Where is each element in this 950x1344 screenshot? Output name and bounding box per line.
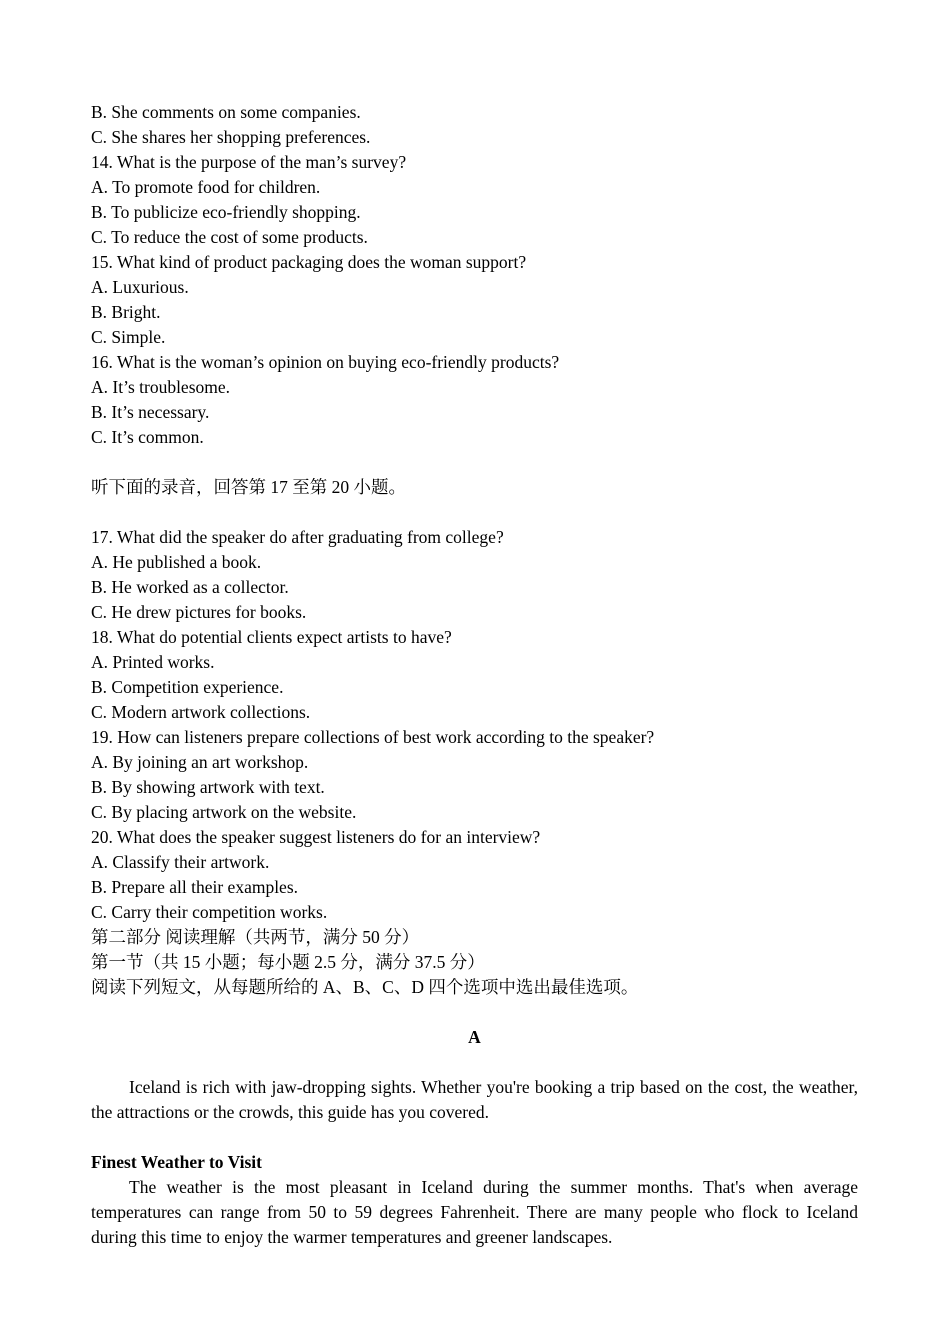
option-17a: A. He published a book. xyxy=(91,552,262,572)
document-page xyxy=(91,100,858,1250)
option-20c: C. Carry their competition works. xyxy=(91,902,328,922)
spacer xyxy=(91,1000,858,1025)
question-20: 20. What does the speaker suggest listeners do for an interview? xyxy=(91,827,541,847)
option-17c: C. He drew pictures for books. xyxy=(91,602,307,622)
option-18b: B. Competition experience. xyxy=(91,677,284,697)
question-19: 19. How can listeners prepare collections of best work according to the speaker? xyxy=(91,727,655,747)
passage-label: A xyxy=(468,1027,481,1047)
question-14: 14. What is the purpose of the man’s survey? xyxy=(91,152,407,172)
option-19c: C. By placing artwork on the website. xyxy=(91,802,357,822)
question-16: 16. What is the woman’s opinion on buying eco-friendly products? xyxy=(91,352,560,372)
option-18a: A. Printed works. xyxy=(91,652,215,672)
spacer xyxy=(91,1125,858,1150)
option-15c: C. Simple. xyxy=(91,327,166,347)
option-14a: A. To promote food for children. xyxy=(91,177,321,197)
option-19b: B. By showing artwork with text. xyxy=(91,777,325,797)
weather-paragraph: The weather is the most pleasant in Iceland during the summer months. That's when average temperatures can range from 50 to 59 degrees Fahrenheit. There are many people who flock to Iceland during this time to enjoy the warmer temperatures and greener landscapes. xyxy=(91,1177,858,1247)
listening-instruction: 听下面的录音，回答第 17 至第 20 小题。 xyxy=(91,477,406,497)
intro-paragraph: Iceland is rich with jaw-dropping sights. Whether you're booking a trip based on the cost, the weather, the attractions or the crowds, this guide has you covered. xyxy=(91,1077,858,1122)
spacer xyxy=(91,1050,858,1075)
reading-instruction: 阅读下列短文，从每题所给的 A、B、C、D 四个选项中选出最佳选项。 xyxy=(91,977,639,997)
option-20b: B. Prepare all their examples. xyxy=(91,877,299,897)
listening-questions-13-16 xyxy=(91,100,858,450)
section-one-heading: 第一节（共 15 小题；每小题 2.5 分，满分 37.5 分） xyxy=(91,952,485,972)
option-16b: B. It’s necessary. xyxy=(91,402,210,422)
option-17b: B. He worked as a collector. xyxy=(91,577,289,597)
option-18c: C. Modern artwork collections. xyxy=(91,702,311,722)
spacer xyxy=(91,450,858,475)
option-16a: A. It’s troublesome. xyxy=(91,377,231,397)
listening-questions-17-20 xyxy=(91,525,858,925)
question-18: 18. What do potential clients expect artists to have? xyxy=(91,627,452,647)
weather-heading: Finest Weather to Visit xyxy=(91,1152,262,1172)
spacer xyxy=(91,500,858,525)
question-17: 17. What did the speaker do after graduating from college? xyxy=(91,527,504,547)
option-19a: A. By joining an art workshop. xyxy=(91,752,309,772)
option-13c: C. She shares her shopping preferences. xyxy=(91,127,371,147)
question-15: 15. What kind of product packaging does the woman support? xyxy=(91,252,527,272)
option-16c: C. It’s common. xyxy=(91,427,204,447)
option-14c: C. To reduce the cost of some products. xyxy=(91,227,368,247)
option-20a: A. Classify their artwork. xyxy=(91,852,270,872)
option-15a: A. Luxurious. xyxy=(91,277,189,297)
option-13b: B. She comments on some companies. xyxy=(91,102,361,122)
part-two-heading: 第二部分 阅读理解（共两节，满分 50 分） xyxy=(91,927,420,947)
option-15b: B. Bright. xyxy=(91,302,161,322)
option-14b: B. To publicize eco-friendly shopping. xyxy=(91,202,361,222)
